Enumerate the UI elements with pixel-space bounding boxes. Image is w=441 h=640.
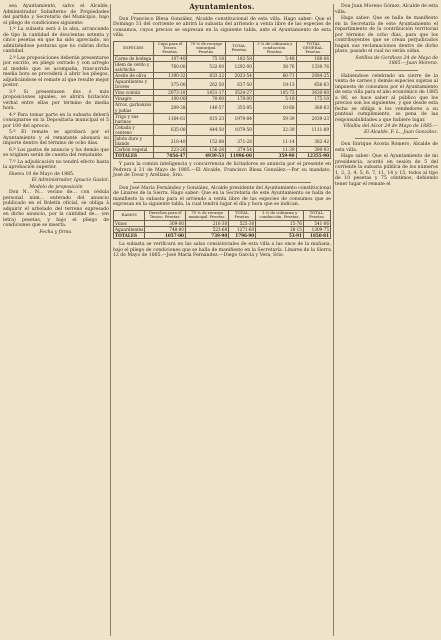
table-cell: 38·76	[253, 61, 296, 72]
table-header: 70 % de recargo municipal. Pesetas.	[185, 210, 228, 220]
column-rule	[110, 4, 111, 636]
table-cell: 75·18	[187, 55, 226, 61]
table-header: Cupo para el Tesoro. Pesetas.	[153, 41, 187, 55]
table-total-row	[114, 232, 331, 238]
signature: El Administrador, Ignacio Gastol.	[31, 178, 109, 183]
table-cell: 175·10	[296, 96, 330, 102]
left-column	[3, 4, 109, 235]
table-header: TOTAL. Pesetas.	[226, 41, 254, 55]
table-cell: 523·60	[185, 226, 228, 232]
table-cell: 107·40	[153, 55, 187, 61]
table-header: TOTAL. Pesetas.	[229, 210, 256, 220]
table-cell: 218·40	[153, 136, 187, 147]
total-cell: 4939·53	[187, 153, 226, 159]
row-label: Vinos	[114, 220, 145, 226]
row-label: Arroz, garbanzos y judías	[115, 102, 152, 113]
table-row	[114, 102, 331, 113]
paragraph: 1.º La subasta será á la alza, arrancando de tipo la cantidad de doscientas setenta y cinco pesetas en que ha sido apreciado, no admitiéndose posturas que no cubran dicha cantidad.	[3, 27, 109, 54]
announcement-closing: Y para la común inteligencia y concurrencia de licitadores se anuncia por el presente en Pedrera á 21 de Mayo de 1885.—El Alcalde, Francisco Blesa González.—Por su mandato, José de Tovar y Arellano, Srio.	[113, 162, 331, 179]
table-cell: 379·54	[226, 147, 254, 153]
total-cell: 1057·00	[145, 232, 186, 238]
table-cell: 656·63	[296, 79, 330, 90]
ramos-table	[113, 210, 331, 239]
row-label: Carbón vegetal	[114, 147, 154, 153]
table-cell: 100·00	[153, 96, 187, 102]
row-label: Aguardientes	[115, 226, 144, 232]
table-header: TOTAL. Pesetas.	[303, 210, 330, 220]
divider	[133, 13, 311, 14]
table-cell: 637·50	[226, 79, 254, 90]
announcement-body: Don Francisco Blesa González, Alcalde constitucional de esta villa. Hago saber: Que el Domingo 31 del corriente se abrirá la subasta del arriendo a venta libre de las especies de consumos, cuyos precios se expresan en la siguiente tabla, ante el Ayuntamiento de esta villa.	[113, 16, 331, 38]
table-cell: 1190·32	[153, 73, 187, 79]
table-cell: 3524·27	[226, 90, 254, 96]
announcement-body: Don José María Fernández y González, Alcalde presidente del Ayuntamiento constitucional de Linares de la Sierra. Hago saber: Que en la Secretaría de este Ayuntamiento se halla de manifiesto la subasta para el arriendo a venta libre de las especies de consumos que se expresan en la siguiente tabla, la cual tendrá lugar el día y hora que se indican.	[113, 185, 331, 208]
table-cell: 146·57	[187, 102, 226, 113]
table-cell: 105·73	[253, 90, 296, 96]
table-cell: 390·93	[296, 147, 330, 153]
table-header: Derechos para el Tesoro. Pesetas.	[145, 210, 186, 220]
divider	[133, 182, 311, 183]
table-cell: 444·50	[187, 124, 226, 135]
row-label: Trigo y sus harinas	[114, 113, 154, 124]
model-closing: Fecha y firma.	[39, 229, 73, 235]
table-total-row	[114, 153, 331, 159]
table-header: 70 % de recargo municipal. Pesetas.	[187, 41, 226, 55]
table-cell: 1079·50	[226, 124, 254, 135]
table-cell: 382·42	[296, 136, 330, 147]
right-column	[335, 4, 438, 188]
table-header: RAMOS	[114, 210, 145, 220]
table-cell: 3630·00	[296, 90, 330, 96]
table-cell: 366·63	[296, 102, 330, 113]
divider	[355, 138, 418, 139]
table-cell: 262·50	[187, 79, 226, 90]
announcement-intro: Don Juan Moreno Gómez, Alcalde de esta villa.	[335, 4, 438, 15]
paragraph: 7.º La adjudicación no tendrá efecto hasta la aprobación superior.	[3, 159, 109, 170]
total-cell: 7056·47	[153, 153, 187, 159]
place-date: Hueva 10 de Mayo de 1885.	[9, 171, 75, 177]
table-cell: 209·38	[153, 102, 187, 113]
table-cell: 223·26	[153, 147, 187, 153]
table-header-row	[114, 210, 331, 220]
table-row	[114, 61, 331, 72]
paragraph: sea Ayuntamiento, salvo el Alcalde, Administrador Subalterno de Propiedades del partido y Secretario del Municipio, bajo el pliego de condiciones siguiente:	[3, 4, 109, 26]
paragraph: 3.º Si presentasen dos ó más proposiciones iguales, se abrirá licitación verbal entre ellas por término de media hora.	[3, 89, 109, 111]
total-cell: 739·90	[185, 232, 228, 238]
divider	[355, 70, 418, 71]
total-cell: 12355·90	[296, 153, 330, 159]
table-cell: 216·30	[185, 220, 228, 226]
table-cell: 525·30	[229, 220, 256, 226]
table-cell: 15·76	[256, 220, 304, 226]
row-label: Vinagre	[114, 96, 154, 102]
total-cell: 11996·00	[226, 153, 254, 159]
row-label: Aguardientes y licores	[114, 79, 154, 90]
row-label: Cebada y centeno	[114, 124, 154, 135]
total-cell: 1796·90	[229, 232, 256, 238]
table-cell: 760·00	[153, 61, 187, 72]
table-cell: 188·06	[296, 55, 330, 61]
table-cell: 309·00	[145, 220, 186, 226]
table-cell: 5·48	[253, 55, 296, 61]
table-cell: 1309·75	[303, 226, 330, 232]
announcement-body: Habiéndose celebrado un cierre de la venta de carnes y demás especies sujetas al impuesto de consumos por el Ayuntamiento de esta villa para el año económico de 1885 a 86, se hace saber al público que los precios son los siguientes, y que desde esta fecha se obliga a los vendedores a su puntual cumplimiento, so pena de las responsabilidades a que hubiere lugar.	[335, 73, 438, 123]
table-cell: 1330·76	[296, 61, 330, 72]
paragraph: 2.º Las proposiciones deberán presentarse por escrito, en pliego cerrado y con arreglo al modelo que se acompaña, trascurrida media hora se procederá á abrir los pliegos, adjudicándose el remate al que resulte mejor postor.	[3, 55, 109, 88]
section-title: Ayuntamientos.	[189, 2, 255, 11]
paragraph: 6.º Los gastos de anuncio y los demás que se originen serán de cuenta del rematante.	[3, 147, 109, 158]
table-cell: 70·00	[187, 96, 226, 102]
row-label: Idem de cerdo y salchicha	[114, 61, 154, 72]
table-cell: 1292·00	[226, 61, 254, 72]
table-body	[114, 220, 331, 238]
table-header-row	[114, 41, 331, 55]
table-cell: 1164·61	[153, 113, 187, 124]
table-cell: 2084·25	[296, 73, 330, 79]
announcement-closing: La subasta se verificará en las salas consistoriales de esta villa a las once de la mañana, bajo el pliego de condiciones que se halla de manifiesto en la Secretaría. Linares de la Sierra 12 de Mayo de 1885.—José María Fernández.—Diego García y Vera, Srio.	[113, 242, 331, 258]
total-cell: 1850·81	[303, 232, 330, 238]
announcement-closing: Villalba del Alcor 24 de Mayo de 1885.—El Alcalde, F. L., Juan González.	[343, 124, 438, 135]
table-row	[114, 124, 331, 135]
table-cell: 748·00	[145, 226, 186, 232]
table-cell: 152·88	[187, 136, 226, 147]
table-cell: 833·22	[187, 73, 226, 79]
total-cell: 53·91	[256, 232, 304, 238]
table-header: 3 % de cobranza y conducción. Pesetas.	[256, 210, 304, 220]
table-cell: 59·39	[253, 113, 296, 124]
table-header: TOTAL GENERAL. Pesetas.	[296, 41, 330, 55]
table-cell: 11·14	[253, 136, 296, 147]
table-cell: 532·00	[187, 61, 226, 72]
table-cell: 10·68	[253, 102, 296, 113]
table-row	[114, 136, 331, 147]
table-header: ESPECIES	[114, 41, 154, 55]
table-cell: 60·71	[253, 73, 296, 79]
row-label: Carne de bodega	[114, 55, 154, 61]
table-cell: 11·39	[253, 147, 296, 153]
table-cell: 1451·17	[187, 90, 226, 96]
table-cell: 5·10	[253, 96, 296, 102]
row-label: Jabón duro y blando	[114, 136, 154, 147]
table-cell: 815·23	[187, 113, 226, 124]
announcement-body: Hago saber: Que se halla de manifiesto en la Secretaría de este Ayuntamiento el repartimiento de la contribución territorial por término de ocho días, para que los contribuyentes que se crean perjudicados hagan sus reclamaciones dentro de dicho plazo, pasado el cual no serán oídas.	[335, 16, 438, 54]
table-row	[114, 79, 331, 90]
announcement-body: Hago saber: Que el Ayuntamiento de mi presidencia, acordó en sesión de 5 del corriente la subasta pública de los números 1, 2, 3, 4, 5, 6, 7, 11, 14 y 15, todos al tipo de 10 pesetas y 75 céntimos, debiendo tener lugar el remate el	[335, 154, 438, 187]
announcement-closing: Sotillos de Gordlozo 24 de Mayo de 1885.—Juan Moreno.	[355, 55, 438, 66]
paragraph: 4.º Para tomar parte en la subasta deberá consignarse en la Depositaría municipal el 5 por 100 del aprecio.	[3, 112, 109, 129]
total-label: TOTALES	[114, 232, 145, 238]
table-cell: 2039·23	[296, 113, 330, 124]
table-cell: 156·28	[187, 147, 226, 153]
table-row	[114, 113, 331, 124]
paragraph: 5.º El remate se aprobará por el Ayuntamiento y el rematante abonará su importe dentro del término de ocho días.	[3, 130, 109, 146]
announcement-intro: Don Enrique Acosta Romero, Alcalde de esta villa.	[335, 142, 438, 153]
table-cell: 38·15	[256, 226, 304, 232]
table-cell: 1111·89	[296, 124, 330, 135]
table-cell: 2023·54	[226, 73, 254, 79]
table-cell: 635·00	[153, 124, 187, 135]
row-label: Vino común	[114, 90, 154, 96]
table-cell: 1271·60	[229, 226, 256, 232]
table-cell: 170·00	[226, 96, 254, 102]
table-body	[114, 55, 331, 159]
total-label: TOTALES	[114, 153, 154, 159]
middle-column	[113, 4, 331, 260]
model-text: Don N... N... vecino de... con cédula personal núm... enterado del anuncio publicado en el Boletín oficial, se obliga á adquirir el arbolado del terreno expresado en dicho anuncio, por la cantidad de... (en letra) pesetas, y bajo el pliego de condiciones que se inserta.	[3, 190, 109, 228]
table-header: 3 % de cobranza y conducción. Pesetas.	[253, 41, 296, 55]
table-cell: 182·58	[226, 55, 254, 61]
table-cell: 1979·84	[226, 113, 254, 124]
total-cell: 359·90	[253, 153, 296, 159]
table-cell: 541·06	[303, 220, 330, 226]
table-cell: 19·13	[253, 79, 296, 90]
table-cell: 2073·10	[153, 90, 187, 96]
model-heading: Modelo de proposición	[29, 184, 83, 190]
consumption-table	[113, 41, 331, 160]
table-cell: 32·39	[253, 124, 296, 135]
row-label: Aceite de oliva	[114, 73, 154, 79]
table-cell: 371·28	[226, 136, 254, 147]
table-cell: 355·95	[226, 102, 254, 113]
table-cell: 375·00	[153, 79, 187, 90]
column-rule	[333, 4, 334, 636]
